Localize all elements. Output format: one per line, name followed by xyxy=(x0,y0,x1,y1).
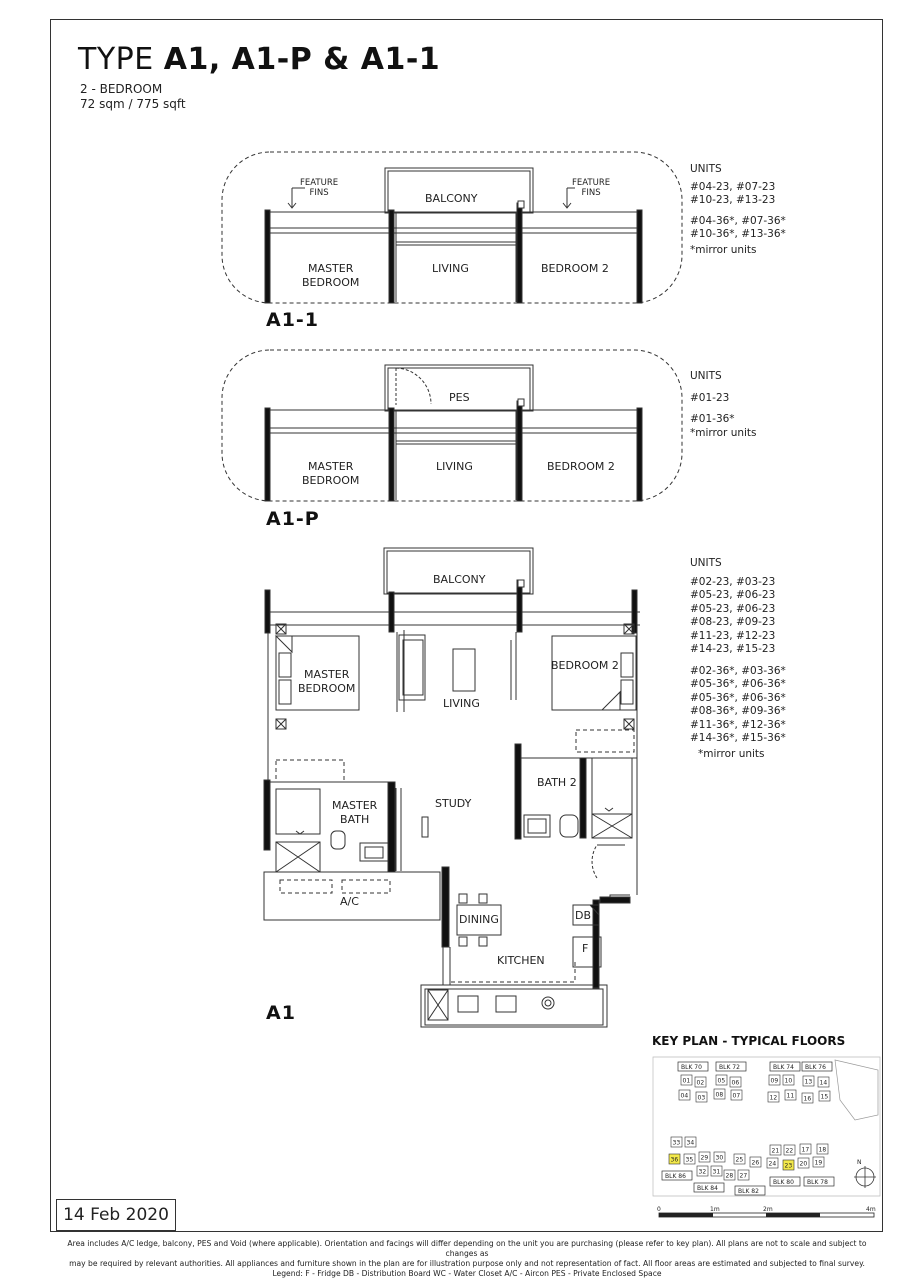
svg-text:01: 01 xyxy=(682,1077,691,1085)
key-unit-35 xyxy=(684,1154,695,1164)
svg-text:BLK 78: BLK 78 xyxy=(807,1179,828,1186)
a1-kitchen-label: KITCHEN xyxy=(497,954,545,967)
a1-study-label: STUDY xyxy=(435,797,472,810)
svg-text:BLK 76: BLK 76 xyxy=(805,1064,826,1071)
north-label: N xyxy=(857,1159,862,1166)
svg-text:21: 21 xyxy=(771,1147,780,1155)
svg-text:32: 32 xyxy=(698,1168,707,1176)
plan-a1-p-label: A1-P xyxy=(266,508,320,530)
svg-text:10: 10 xyxy=(784,1077,793,1085)
key-unit-07 xyxy=(731,1090,742,1100)
a1-p-units-list: UNITS #01-23 #01-36* *mirror units xyxy=(690,370,757,439)
page-title: TYPE A1, A1-P & A1-1 xyxy=(78,42,441,77)
scale-2m: 2m xyxy=(763,1206,773,1213)
a1-bedroom2-label: BEDROOM 2 xyxy=(551,659,619,672)
key-unit-09 xyxy=(769,1075,780,1085)
plan-a1-label: A1 xyxy=(266,1002,296,1024)
key-unit-12 xyxy=(768,1092,779,1102)
block-label-blk-76 xyxy=(802,1062,832,1071)
a1-p-living-label: LIVING xyxy=(436,460,473,473)
key-unit-10 xyxy=(783,1075,794,1085)
svg-text:26: 26 xyxy=(751,1159,760,1167)
bedroom-type: 2 - BEDROOM xyxy=(80,82,163,96)
svg-text:12: 12 xyxy=(769,1094,778,1102)
block-label-blk-82 xyxy=(735,1186,765,1195)
svg-text:07: 07 xyxy=(732,1092,741,1100)
svg-text:35: 35 xyxy=(685,1156,694,1164)
svg-text:04: 04 xyxy=(680,1092,689,1100)
key-unit-14 xyxy=(818,1077,829,1087)
scale-bar xyxy=(657,1206,876,1217)
key-unit-23 xyxy=(783,1160,794,1170)
key-unit-25 xyxy=(734,1154,745,1164)
feature-fins-left-label: FEATURE FINS xyxy=(300,178,339,198)
block-label-blk-80 xyxy=(770,1177,800,1186)
svg-text:34: 34 xyxy=(686,1139,695,1147)
svg-text:19: 19 xyxy=(814,1159,823,1167)
a1-1-units-list: UNITS #04-23, #07-23 #10-23, #13-23 #04-36*, #07-36* #10-36*, #13-36* *mirror units xyxy=(690,163,786,256)
a1-units-list: UNITS #02-23, #03-23 #05-23, #06-23 #05-23, #06-23 #08-23, #09-23 #11-23, #12-23 #14-23, #15-23 #02-36*, #03-36* #05-36*, #06-36* #05-36*, #06-36* #08-36*, #09-36* #11-36*, #12-36* #14-36*, #15-36* *mirror units xyxy=(690,557,786,760)
key-unit-22 xyxy=(784,1145,795,1155)
key-unit-03 xyxy=(696,1092,707,1102)
key-unit-01 xyxy=(681,1075,692,1085)
a1-1-living-label: LIVING xyxy=(432,262,469,275)
a1-1-bedroom2-label: BEDROOM 2 xyxy=(541,262,609,275)
key-unit-04 xyxy=(679,1090,690,1100)
svg-text:BLK 74: BLK 74 xyxy=(773,1064,794,1071)
svg-text:05: 05 xyxy=(717,1077,726,1085)
unit-area: 72 sqm / 775 sqft xyxy=(80,97,186,111)
block-label-blk-78 xyxy=(804,1177,834,1186)
key-unit-27 xyxy=(738,1170,749,1180)
svg-text:31: 31 xyxy=(712,1168,721,1176)
key-unit-16 xyxy=(802,1093,813,1103)
scale-4m: 4m xyxy=(866,1206,876,1213)
key-unit-15 xyxy=(819,1091,830,1101)
svg-text:06: 06 xyxy=(731,1079,740,1087)
a1-dining-label: DINING xyxy=(459,913,499,926)
key-unit-33 xyxy=(671,1137,682,1147)
svg-text:08: 08 xyxy=(715,1091,724,1099)
svg-text:30: 30 xyxy=(715,1154,724,1162)
block-label-blk-70 xyxy=(678,1062,708,1071)
scale-0: 0 xyxy=(657,1206,661,1213)
svg-text:33: 33 xyxy=(672,1139,681,1147)
plan-a1-1-label: A1-1 xyxy=(266,309,320,331)
a1-balcony-label: BALCONY xyxy=(433,573,486,586)
key-unit-05 xyxy=(716,1075,727,1085)
key-unit-21 xyxy=(770,1145,781,1155)
key-unit-30 xyxy=(714,1152,725,1162)
a1-ac-label: A/C xyxy=(340,895,359,908)
a1-master-bath-label: MASTER BATH xyxy=(332,799,378,826)
svg-text:03: 03 xyxy=(697,1094,706,1102)
a1-1-master-bedroom-label: MASTER BEDROOM xyxy=(302,262,360,289)
a1-fridge-label: F xyxy=(582,942,589,955)
key-unit-24 xyxy=(767,1158,778,1168)
key-unit-17 xyxy=(800,1144,811,1154)
key-unit-28 xyxy=(724,1170,735,1180)
svg-text:36: 36 xyxy=(670,1156,679,1164)
block-label-blk-84 xyxy=(694,1183,724,1192)
key-unit-11 xyxy=(785,1090,796,1100)
feature-fins-right-label: FEATURE FINS xyxy=(572,178,611,198)
svg-text:25: 25 xyxy=(735,1156,744,1164)
svg-text:20: 20 xyxy=(799,1160,808,1168)
svg-text:02: 02 xyxy=(696,1079,705,1087)
key-plan-title: KEY PLAN - TYPICAL FLOORS xyxy=(652,1034,846,1048)
svg-text:BLK 80: BLK 80 xyxy=(773,1179,794,1186)
svg-text:BLK 70: BLK 70 xyxy=(681,1064,702,1071)
svg-text:14: 14 xyxy=(819,1079,828,1087)
disclaimer: Area includes A/C ledge, balcony, PES and Void (where applicable). Orientation and facings will differ depending on the unit you are purchasing (please refer to key plan). All plans are not to scale and subject to changes as may be required by relevant authorities. All appliances and furniture shown in the plan are for illustration purpose only and not representation of fact. All floor areas are estimated and subjected to final survey. Legend: F - Fridge DB - Distribution Board WC - Water Closet A/C - Aircon PES - Private Enclosed Space xyxy=(67,1239,867,1278)
a1-1-balcony-label: BALCONY xyxy=(425,192,478,205)
svg-text:09: 09 xyxy=(770,1077,779,1085)
key-unit-18 xyxy=(817,1144,828,1154)
block-label-blk-86 xyxy=(662,1171,692,1180)
key-unit-13 xyxy=(803,1076,814,1086)
a1-p-bedroom2-label: BEDROOM 2 xyxy=(547,460,615,473)
svg-text:13: 13 xyxy=(804,1078,813,1086)
svg-text:15: 15 xyxy=(820,1093,829,1101)
svg-text:BLK 72: BLK 72 xyxy=(719,1064,740,1071)
scale-1m: 1m xyxy=(710,1206,720,1213)
svg-text:23: 23 xyxy=(784,1162,793,1170)
svg-text:BLK 84: BLK 84 xyxy=(697,1185,718,1192)
key-unit-31 xyxy=(711,1166,722,1176)
a1-p-pes-label: PES xyxy=(449,391,470,404)
svg-text:28: 28 xyxy=(725,1172,734,1180)
key-unit-26 xyxy=(750,1157,761,1167)
svg-text:BLK 82: BLK 82 xyxy=(738,1188,759,1195)
svg-text:BLK 86: BLK 86 xyxy=(665,1173,686,1180)
key-unit-36 xyxy=(669,1154,680,1164)
svg-text:29: 29 xyxy=(700,1154,709,1162)
svg-text:17: 17 xyxy=(801,1146,810,1154)
a1-p-master-bedroom-label: MASTER BEDROOM xyxy=(302,460,360,487)
block-label-blk-72 xyxy=(716,1062,746,1071)
svg-text:22: 22 xyxy=(785,1147,794,1155)
svg-text:18: 18 xyxy=(818,1146,827,1154)
a1-master-bedroom-label: MASTER BEDROOM xyxy=(298,668,356,695)
a1-living-label: LIVING xyxy=(443,697,480,710)
issue-date: 14 Feb 2020 xyxy=(56,1199,176,1231)
a1-db-label: DB xyxy=(575,909,592,922)
block-label-blk-74 xyxy=(770,1062,800,1071)
svg-text:16: 16 xyxy=(803,1095,812,1103)
key-unit-19 xyxy=(813,1157,824,1167)
key-unit-08 xyxy=(714,1089,725,1099)
key-unit-20 xyxy=(798,1158,809,1168)
key-unit-34 xyxy=(685,1137,696,1147)
key-unit-32 xyxy=(697,1166,708,1176)
key-unit-06 xyxy=(730,1077,741,1087)
svg-text:11: 11 xyxy=(786,1092,795,1100)
key-unit-02 xyxy=(695,1077,706,1087)
svg-text:24: 24 xyxy=(768,1160,777,1168)
north-arrow xyxy=(854,1159,876,1188)
key-unit-29 xyxy=(699,1152,710,1162)
a1-bath2-label: BATH 2 xyxy=(537,776,577,789)
svg-text:27: 27 xyxy=(739,1172,748,1180)
